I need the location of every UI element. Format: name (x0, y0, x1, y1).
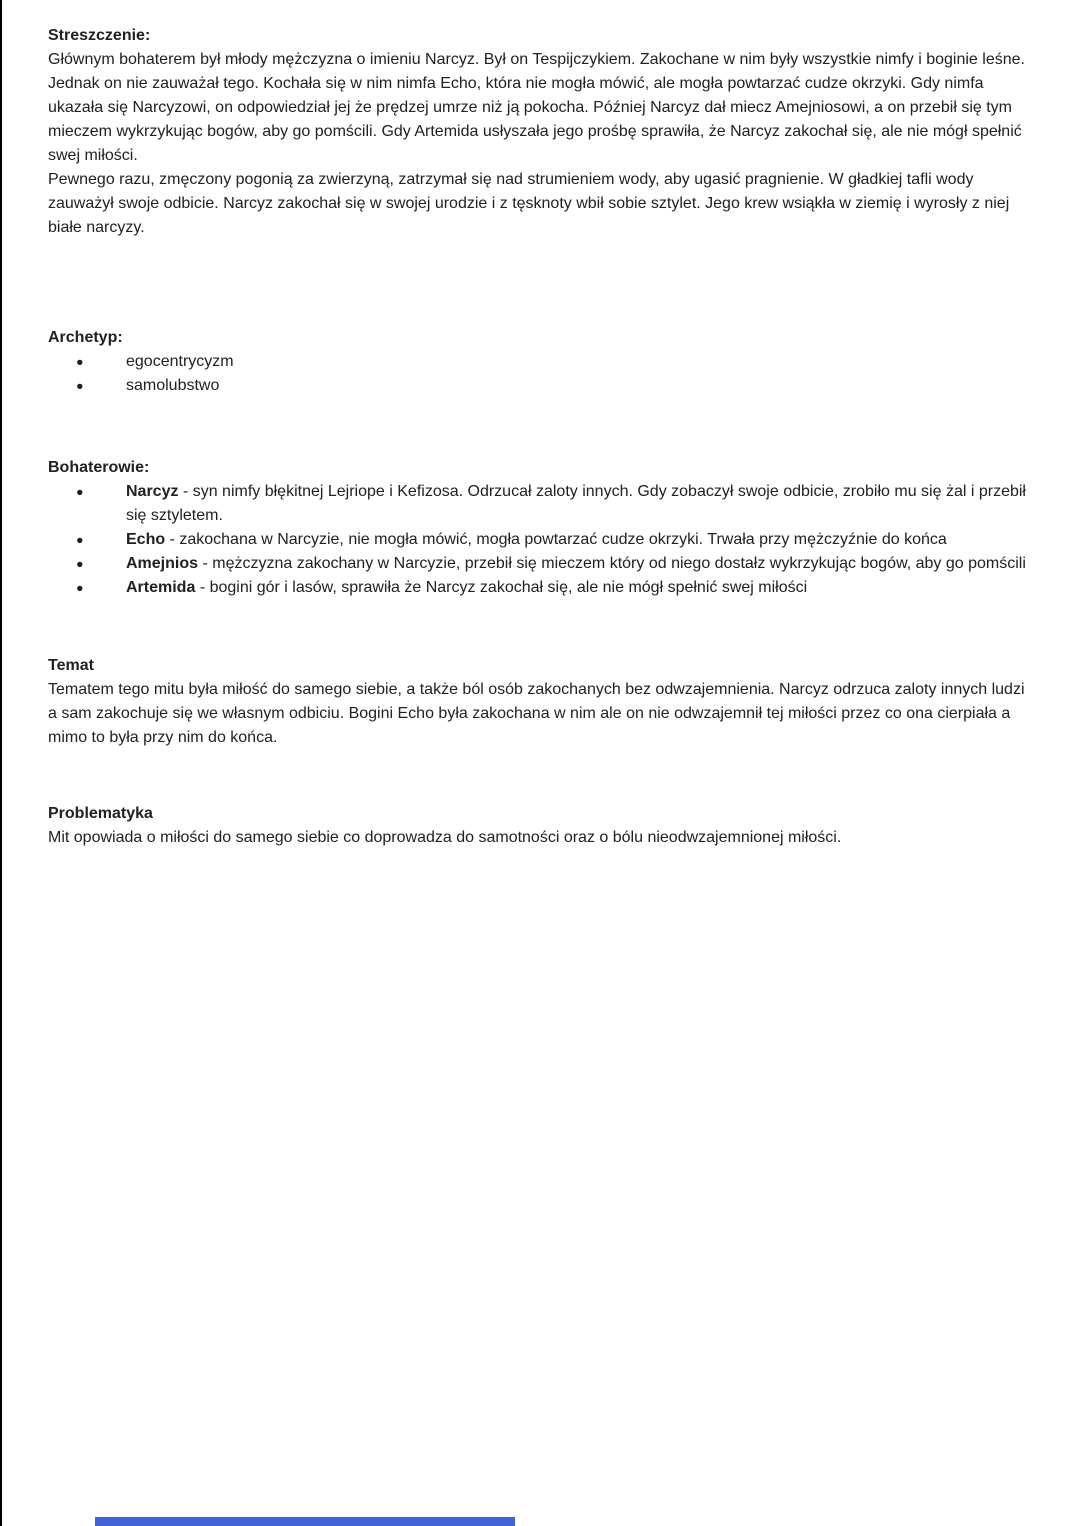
archetyp-heading: Archetyp: (48, 329, 123, 346)
character-text (126, 528, 1034, 552)
character-name: Amejnios (126, 555, 199, 572)
bullet-icon: ● (76, 485, 84, 499)
left-edge-line (0, 0, 2, 1526)
bullet-icon: ● (76, 533, 84, 547)
character-item (48, 552, 1034, 576)
character-desc: - syn nimfy błękitnej Lejriope i Kefizosa. Odrzucał zaloty innych. Gdy zobaczył swoje odbicie, zrobiło mu się żal i przebił się sztyletem. (126, 483, 1026, 524)
bohaterowie-heading: Bohaterowie: (48, 459, 150, 476)
temat-paragraph: Tematem tego mitu była miłość do samego siebie, a także ból osób zakochanych bez odwzajemnienia. Narcyz odrzuca zaloty innych ludzi a sam zakochuje się we własnym odbiciu. Bogini Echo była zakochana w nim ale on nie odwzajemnił tej miłości przez co ona cierpiała a mimo to była przy nim do końca. (48, 681, 1025, 746)
section-streszczenie (48, 24, 1034, 240)
horizontal-scrollbar-thumb[interactable] (95, 1517, 515, 1526)
character-desc: - bogini gór i lasów, sprawiła że Narcyz zakochał się, ale nie mógł spełnić swej miłości (199, 579, 808, 596)
problematyka-heading: Problematyka (48, 805, 153, 822)
bullet-icon: ● (76, 581, 84, 595)
section-archetyp (48, 326, 1034, 398)
section-temat (48, 654, 1034, 750)
list-item-text: egocentrycyzm (126, 353, 234, 370)
character-name: Narcyz (126, 483, 179, 500)
character-text (126, 552, 1034, 576)
character-name: Echo (126, 531, 166, 548)
list-item (48, 374, 1034, 398)
character-desc: - zakochana w Narcyzie, nie mogła mówić, mogła powtarzać cudze okrzyki. Trwała przy mężczyźnie do końca (169, 531, 947, 548)
problematyka-paragraph: Mit opowiada o miłości do samego siebie co doprowadza do samotności oraz o bólu nieodwzajemnionej miłości. (48, 829, 842, 846)
character-name: Artemida (126, 579, 196, 596)
character-text (126, 480, 1034, 528)
streszczenie-paragraph-2: Pewnego razu, zmęczony pogonią za zwierzyną, zatrzymał się nad strumieniem wody, aby ugasić pragnienie. W gładkiej tafli wody zauważył swoje odbicie. Narcyz zakochał się w swojej urodzie i z tęsknoty wbił sobie sztylet. Jego krew wsiąkła w ziemię i wyrosły z niej białe narcyzy. (48, 171, 1010, 236)
character-item (48, 528, 1034, 552)
bullet-icon: ● (76, 355, 84, 369)
streszczenie-heading: Streszczenie: (48, 27, 151, 44)
section-bohaterowie (48, 456, 1034, 600)
character-desc: - mężczyzna zakochany w Narcyzie, przebił się mieczem który od niego dostałz wykrzykując bogów, aby go pomścili (202, 555, 1026, 572)
bullet-icon: ● (76, 379, 84, 393)
section-problematyka (48, 802, 1034, 850)
character-text (126, 576, 1034, 600)
streszczenie-paragraph-1: Głównym bohaterem był młody mężczyzna o imieniu Narcyz. Był on Tespijczykiem. Zakochane w nim były wszystkie nimfy i boginie leśne. Jednak on nie zauważał tego. Kochała się w nim nimfa Echo, która nie mogła mówić, ale mogła powtarzać cudze okrzyki. Gdy nimfa ukazała się Narcyzowi, on odpowiedział jej że prędzej umrze niż ją pokocha. Później Narcyz dał miecz Amejniosowi, a on przebił się tym mieczem wykrzykując bogów, aby go pomścili. Gdy Artemida usłyszała jego prośbę sprawiła, że Narcyz zakochał się, ale nie mógł spełnić swej miłości. (48, 51, 1025, 164)
bullet-icon: ● (76, 557, 84, 571)
character-item (48, 480, 1034, 528)
list-item-text: samolubstwo (126, 377, 220, 394)
list-item (48, 350, 1034, 374)
character-item (48, 576, 1034, 600)
temat-heading: Temat (48, 657, 94, 674)
